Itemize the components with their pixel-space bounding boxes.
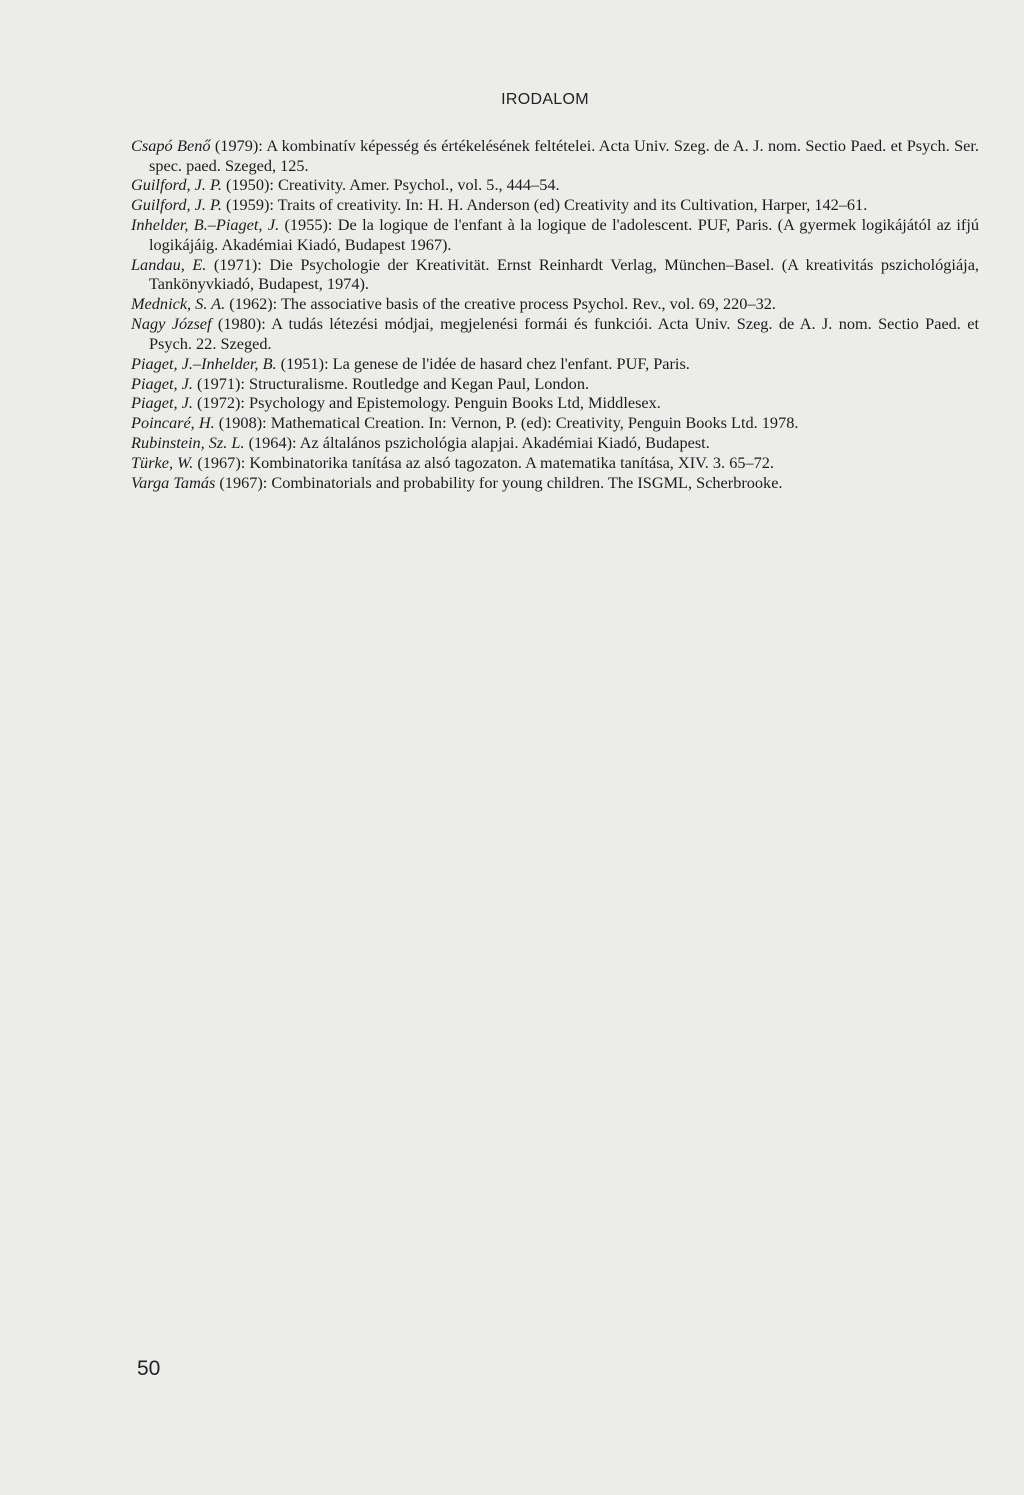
- reference-item: [131, 215, 979, 254]
- reference-text: (1950): Creativity. Amer. Psychol., vol. 5., 444–54.: [221, 175, 560, 195]
- reference-author: Inhelder, B.–Piaget, J.: [131, 215, 280, 235]
- reference-author: Rubinstein, Sz. L.: [131, 433, 245, 453]
- reference-item: [131, 413, 979, 433]
- reference-author: Piaget, J.: [131, 373, 193, 393]
- reference-item: [131, 374, 979, 394]
- reference-item: [131, 294, 979, 314]
- reference-text: (1971): Die Psychologie der Kreativität. Ernst Reinhardt Verlag, München–Basel. (A kreativitás pszichológiája, Tankönyvkiadó, Budapest, 1974).: [149, 254, 980, 294]
- reference-text: (1971): Structuralisme. Routledge and Kegan Paul, London.: [192, 373, 590, 393]
- reference-text: (1967): Combinatorials and probability for young children. The ISGML, Scherbrooke.: [215, 472, 783, 492]
- page-number: 50: [137, 1357, 161, 1380]
- reference-text: (1979): A kombinatív képesség és értékelésének feltételei. Acta Univ. Szeg. de A. J. nom. Sectio Paed. et Psych. Ser. spec. paed. Szeged, 125.: [149, 136, 980, 175]
- reference-item: [131, 195, 979, 215]
- reference-item: [131, 453, 979, 473]
- reference-text: (1951): La genese de l'idée de hasard chez l'enfant. PUF, Paris.: [276, 353, 690, 373]
- reference-item: [131, 473, 979, 493]
- reference-author: Poincaré, H.: [131, 413, 215, 433]
- reference-author: Guilford, J. P.: [131, 175, 222, 195]
- reference-text: (1962): The associative basis of the creative process Psychol. Rev., vol. 69, 220–32.: [225, 294, 776, 314]
- reference-text: (1964): Az általános pszichológia alapjai. Akadémiai Kiadó, Budapest.: [244, 433, 710, 453]
- reference-item: [131, 255, 979, 294]
- reference-item: [131, 354, 979, 374]
- reference-text: (1908): Mathematical Creation. In: Vernon, P. (ed): Creativity, Penguin Books Ltd. 1978.: [214, 413, 799, 433]
- reference-list: [131, 136, 979, 493]
- reference-text: (1959): Traits of creativity. In: H. H. Anderson (ed) Creativity and its Cultivation, Harper, 142–61.: [221, 195, 868, 215]
- reference-author: Landau, E.: [131, 254, 207, 274]
- reference-text: (1967): Kombinatorika tanítása az alsó tagozaton. A matematika tanítása, XIV. 3. 65–72.: [193, 453, 774, 473]
- reference-item: [131, 433, 979, 453]
- reference-text: (1972): Psychology and Epistemology. Penguin Books Ltd, Middlesex.: [192, 393, 661, 413]
- reference-author: Türke, W.: [131, 453, 194, 473]
- page-heading: IRODALOM: [501, 91, 589, 108]
- reference-text: (1980): A tudás létezési módjai, megjelenési formái és funkciói. Acta Univ. Szeg. de A. J. nom. Sectio Paed. et Psych. 22. Szeged.: [149, 314, 979, 353]
- reference-item: [131, 136, 979, 175]
- reference-author: Csapó Benő: [131, 136, 211, 155]
- reference-item: [131, 314, 979, 353]
- reference-item: [131, 393, 979, 413]
- reference-author: Guilford, J. P.: [131, 195, 222, 215]
- reference-author: Nagy József: [131, 314, 212, 334]
- reference-item: [131, 175, 979, 195]
- reference-author: Mednick, S. A.: [131, 294, 226, 314]
- reference-author: Varga Tamás: [131, 472, 216, 492]
- reference-author: Piaget, J.–Inhelder, B.: [131, 353, 277, 373]
- reference-author: Piaget, J.: [131, 393, 193, 413]
- reference-text: (1955): De la logique de l'enfant à la logique de l'adolescent. PUF, Paris. (A gyermek logikájától az ifjú logikájáig. Akadémiai Kiadó, Budapest 1967).: [149, 215, 979, 254]
